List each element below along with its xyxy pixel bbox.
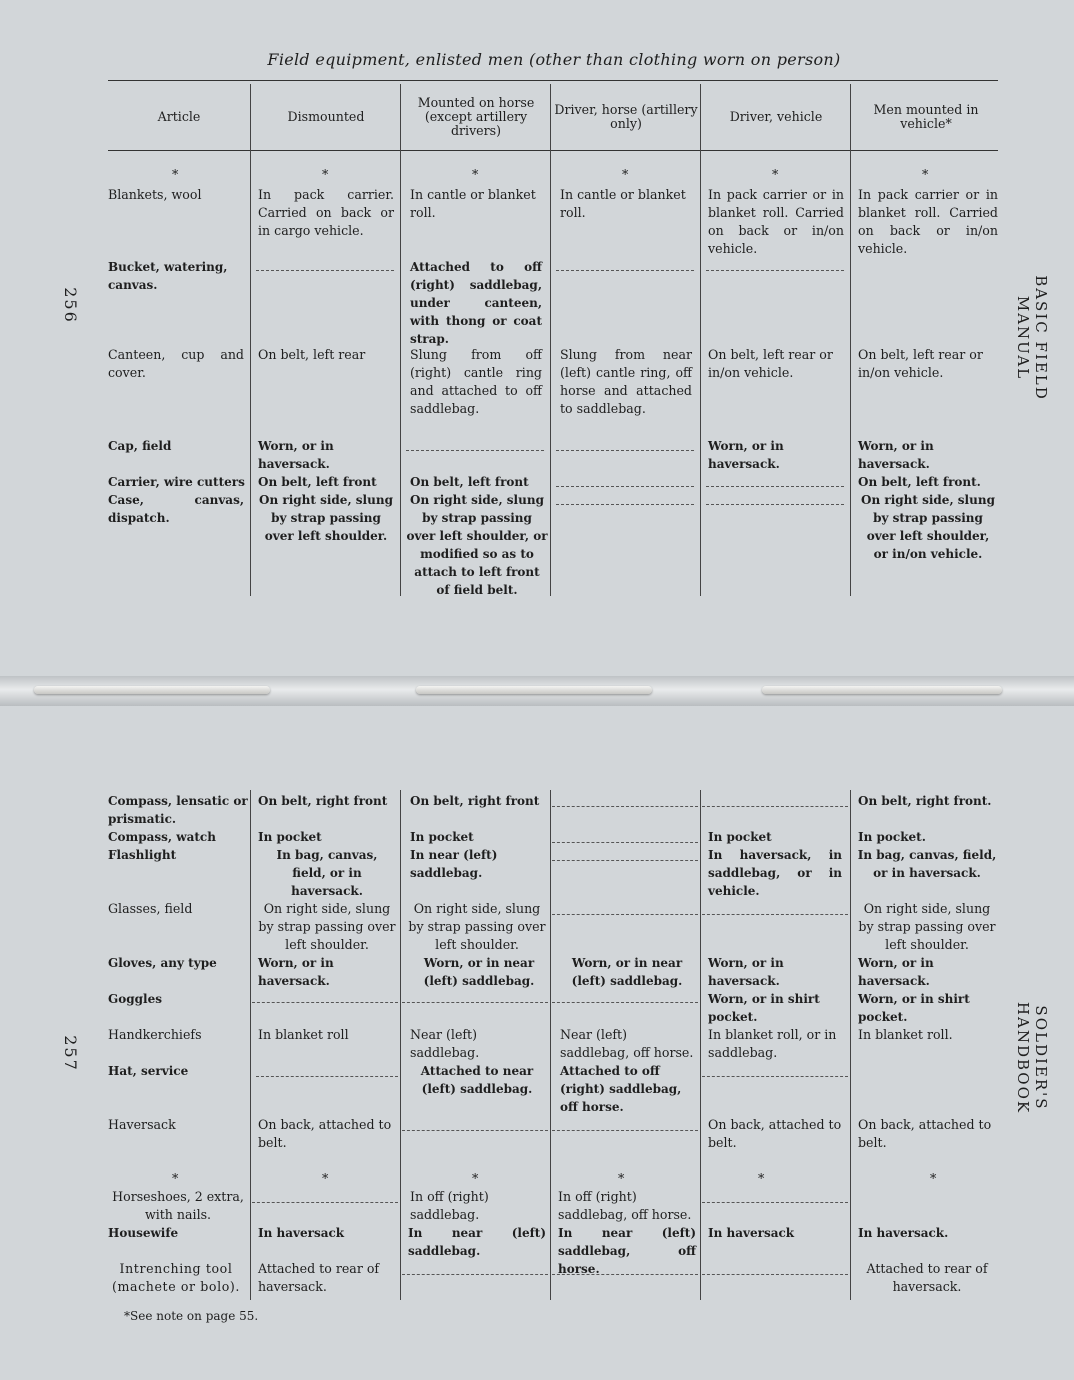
blank-entry [556,504,694,505]
article-glasses: Glasses, field [108,901,193,916]
blank-entry [252,1202,398,1203]
blank-entry [552,860,698,861]
header-bottom-rule [108,150,998,151]
table-title: Field equipment, enlisted men (other than clothing worn on person) [267,50,841,69]
blank-entry [706,504,844,505]
col-divider [850,790,851,1300]
cell-intrenching-men-mounted: Attached to rear of haversack. [866,1261,988,1294]
page-number-top: 256 [60,287,80,324]
blank-entry [702,914,848,915]
blank-entry [406,450,544,451]
cell-housewife-dismounted: In haversack [258,1226,345,1240]
asterisk-mark: * [172,1171,179,1186]
blank-entry [256,1076,398,1077]
header-driver-horse: Driver, horse (artillery only) [554,102,698,131]
col-divider [250,84,251,596]
cell-case-dismounted: On right side, slung by strap passing over left shoulder. [259,493,393,543]
cell-canteen-men-mounted: On belt, left rear or in/on vehicle. [858,347,983,380]
cell-cap-dismounted: Worn, or in haversack. [258,439,334,471]
cell-compass-watch-dismounted: In pocket [258,830,322,844]
header-men-mounted: Men mounted in vehicle* [873,102,979,131]
cell-housewife-driver-horse: In near (left) saddlebag, off horse. [558,1226,696,1276]
asterisk-mark: * [930,1171,937,1186]
blank-entry [256,270,394,271]
blank-entry [702,1076,848,1077]
cell-hat-driver-horse: Attached to off (right) saddlebag, off horse. [560,1064,682,1114]
cell-carrier-dismounted: On belt, left front [258,475,377,489]
blank-entry [402,1002,548,1003]
article-canteen: Canteen, cup and cover. [108,347,244,380]
cell-flashlight-dismounted: In bag, canvas, field, or in haversack. [276,848,378,898]
cell-blankets-driver-horse: In cantle or blanket roll. [560,187,686,220]
cell-compass-lensatic-dismounted: On belt, right front [258,794,388,808]
blank-entry [702,806,848,807]
col-divider [400,790,401,1300]
cell-housewife-mounted: In near (left) saddlebag. [408,1226,546,1258]
staple-middle [416,686,652,694]
asterisk-mark: * [322,1171,329,1186]
cell-hat-mounted: Attached to near (left) saddlebag. [420,1064,534,1096]
blank-entry [252,1002,398,1003]
cell-handkerchiefs-mounted: Near (left) saddlebag. [410,1027,480,1060]
blank-entry [702,1274,848,1275]
header-mounted: Mounted on horse (except artillery drivers) [417,95,535,138]
cell-handkerchiefs-men-mounted: In blanket roll. [858,1027,953,1042]
cell-haversack-driver-vehicle: On back, attached to belt. [708,1117,842,1150]
asterisk-mark: * [472,1171,479,1186]
col-divider [400,84,401,596]
cell-flashlight-driver-vehicle: In haversack, in saddlebag, or in vehicle. [708,848,842,898]
cell-handkerchiefs-dismounted: In blanket roll [258,1027,349,1042]
blank-entry [706,270,844,271]
col-divider [250,790,251,1300]
blank-entry [556,486,694,487]
asterisk-mark: * [758,1171,765,1186]
running-head-top: BASIC FIELD MANUAL [1014,275,1050,401]
cell-gloves-dismounted: Worn, or in haversack. [258,956,334,988]
cell-goggles-men-mounted: Worn, or in shirt pocket. [858,992,970,1024]
staple-left [34,686,270,694]
header-article: Article [157,109,201,124]
cell-glasses-dismounted: On right side, slung by strap passing over left shoulder. [258,901,396,952]
article-carrier: Carrier, wire cutters [108,475,245,489]
asterisk-mark: * [772,167,779,182]
article-housewife: Housewife [108,1226,179,1240]
running-head-bottom: SOLDIER'S HANDBOOK [1014,1001,1050,1115]
cell-gloves-mounted: Worn, or in near (left) saddlebag. [423,956,535,988]
cell-carrier-men-mounted: On belt, left front. [858,475,981,489]
cell-case-mounted: On right side, slung by strap passing over left shoulder, or modified so as to attach to left front of field belt. [406,493,548,597]
cell-carrier-mounted: On belt, left front [410,475,529,489]
blank-entry [702,1202,848,1203]
page-number-bottom: 257 [60,1035,80,1072]
col-divider [700,84,701,596]
article-flashlight: Flashlight [108,848,177,862]
cell-canteen-mounted: Slung from off (right) cantle ring and attached to off saddlebag. [410,347,542,416]
cell-canteen-dismounted: On belt, left rear [258,347,366,362]
cell-blankets-dismounted: In pack carrier. Carried on back or in cargo vehicle. [258,187,394,238]
cell-gloves-driver-vehicle: Worn, or in haversack. [708,956,784,988]
cell-compass-watch-men-mounted: In pocket. [858,830,926,844]
blank-entry [706,486,844,487]
asterisk-mark: * [472,167,479,182]
article-haversack: Haversack [108,1117,176,1132]
blank-entry [552,806,698,807]
article-bucket: Bucket, watering, canvas. [108,260,228,292]
cell-compass-lensatic-men-mounted: On belt, right front. [858,794,992,808]
cell-horseshoes-driver-horse: In off (right) saddlebag, off horse. [558,1189,692,1222]
col-divider [700,790,701,1300]
cell-glasses-men-mounted: On right side, slung by strap passing over left shoulder. [858,901,996,952]
cell-compass-watch-driver-vehicle: In pocket [708,830,772,844]
asterisk-mark: * [622,167,629,182]
cell-canteen-driver-horse: Slung from near (left) cantle ring, off horse and attached to saddlebag. [560,347,692,416]
header-top-rule [108,80,998,81]
asterisk-mark: * [172,167,179,182]
article-compass-lensatic: Compass, lensatic or prismatic. [108,794,248,826]
cell-glasses-mounted: On right side, slung by strap passing over left shoulder. [408,901,546,952]
cell-haversack-dismounted: On back, attached to belt. [258,1117,392,1150]
cell-handkerchiefs-driver-vehicle: In blanket roll, or in saddlebag. [708,1027,837,1060]
cell-bucket-mounted: Attached to off (right) saddlebag, under canteen, with thong or coat strap. [410,260,542,346]
article-horseshoes: Horseshoes, 2 extra, with nails. [112,1189,244,1222]
cell-flashlight-men-mounted: In bag, canvas, field, or in haversack. [857,848,997,880]
cell-handkerchiefs-driver-horse: Near (left) saddlebag, off horse. [560,1027,694,1060]
article-compass-watch: Compass, watch [108,830,216,844]
article-gloves: Gloves, any type [108,956,217,970]
header-driver-vehicle: Driver, vehicle [729,109,823,124]
article-blankets: Blankets, wool [108,187,202,202]
blank-entry [552,1274,698,1275]
cell-intrenching-dismounted: Attached to rear of haversack. [258,1261,380,1294]
cell-case-men-mounted: On right side, slung by strap passing over left shoulder, or in/on vehicle. [861,493,995,561]
asterisk-mark: * [322,167,329,182]
staple-right [762,686,1002,694]
asterisk-mark: * [922,167,929,182]
asterisk-mark: * [618,1171,625,1186]
cell-housewife-driver-vehicle: In haversack [708,1226,795,1240]
blank-entry [402,1274,548,1275]
blank-entry [402,1130,548,1131]
blank-entry [556,450,694,451]
col-divider [550,790,551,1300]
cell-compass-watch-mounted: In pocket [410,830,474,844]
article-case: Case, canvas, dispatch. [108,493,244,525]
cell-cap-men-mounted: Worn, or in haversack. [858,439,934,471]
article-goggles: Goggles [108,992,162,1006]
cell-blankets-driver-vehicle: In pack carrier or in blanket roll. Carried on back or in/on vehicle. [708,187,844,256]
article-hat: Hat, service [108,1064,189,1078]
cell-haversack-men-mounted: On back, attached to belt. [858,1117,992,1150]
article-intrenching: Intrenching tool (machete or bolo). [111,1261,241,1294]
article-handkerchiefs: Handkerchiefs [108,1027,202,1042]
cell-compass-lensatic-mounted: On belt, right front [410,794,540,808]
col-divider [550,84,551,596]
cell-flashlight-mounted: In near (left) saddlebag. [410,848,498,880]
cell-housewife-men-mounted: In haversack. [858,1226,949,1240]
header-dismounted: Dismounted [287,109,365,124]
footnote: *See note on page 55. [124,1309,259,1323]
cell-canteen-driver-vehicle: On belt, left rear or in/on vehicle. [708,347,833,380]
blank-entry [552,1130,698,1131]
cell-gloves-driver-horse: Worn, or in near (left) saddlebag. [571,956,683,988]
cell-blankets-men-mounted: In pack carrier or in blanket roll. Carried on back or in/on vehicle. [858,187,998,256]
cell-blankets-mounted: In cantle or blanket roll. [410,187,536,220]
blank-entry [552,1002,698,1003]
col-divider [850,84,851,596]
cell-goggles-driver-vehicle: Worn, or in shirt pocket. [708,992,820,1024]
cell-cap-driver-vehicle: Worn, or in haversack. [708,439,784,471]
article-cap: Cap, field [108,439,172,453]
blank-entry [552,914,698,915]
cell-horseshoes-mounted: In off (right) saddlebag. [410,1189,489,1222]
blank-entry [552,842,698,843]
cell-gloves-men-mounted: Worn, or in haversack. [858,956,934,988]
blank-entry [556,270,694,271]
